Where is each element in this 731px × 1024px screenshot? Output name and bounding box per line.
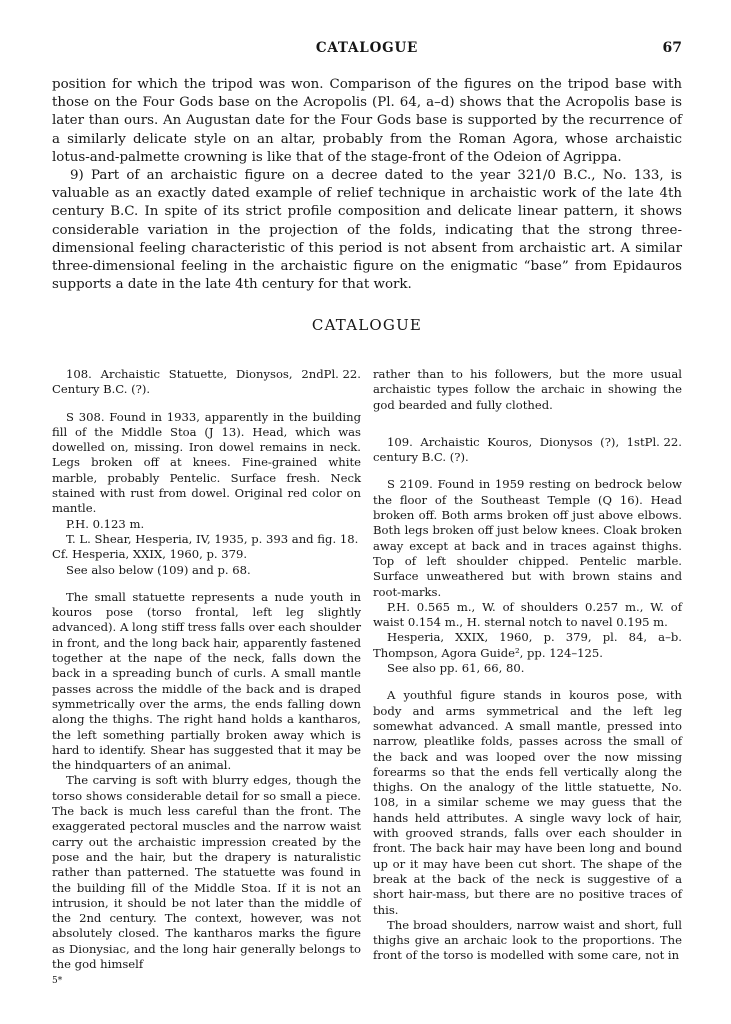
page-number: 67 — [662, 40, 682, 56]
intro-paragraph-2: 9) Part of an archaistic figure on a decree dated to the year 321/0 B.C., No. 133, is valuable as an exactly dated example of relief technique in archaistic work of the late 4th century B.C. In spite of its strict profile composition and delicate linear pattern, it shows considerable variation in the projection of the folds, indicating that the strong three-dimensional feeling characteristic of this period is not absent from archaistic art. A similar three-dimensional feeling in the archaistic figure on the enigmatic “base” from Epidauros supports a date in the late 4th century for that work. — [52, 168, 682, 293]
entry-109-bibliography: Hesperia, XXIX, 1960, p. 379, pl. 84, a–b. Thompson, Agora Guide², pp. 124–125. — [373, 630, 682, 660]
entry-108-paragraph-2: The carving is soft with blurry edges, though the torso shows considerable detail for so small a piece. The back is much less careful than the front. The exaggerated pectoral muscles and the narrow waist carry out the archaistic impression created by the pose and the hair, but the drapery is naturalistic rather than patterned. The statuette was found in the building fill of the Middle Stoa. If it is not an intrusion, it should be not later than the middle of the 2nd century. The context, however, was not absolutely closed. The kantharos marks the figure as Dionysiac, and the long hair generally belongs to the god himself — [52, 773, 361, 971]
intro-text — [52, 76, 682, 294]
page-header — [52, 40, 682, 60]
entry-109-paragraph-2: The broad shoulders, narrow waist and short, full thighs give an archaic look to the proportions. The front of the torso is modelled with some care, not in — [373, 917, 682, 963]
entry-109-paragraph-1: A youthful figure stands in kouros pose, with body and arms symmetrical and the left leg somewhat advanced. A small mantle, pressed into narrow, pleatlike folds, passes across the small of the back and was looped over the now missing forearms so that the ends fell vertically along the thighs. On the analogy of the little statuette, No. 108, in a similar scheme we may guess that the hands held attributes. A single wavy lock of hair, with grooved strands, falls over each shoulder in front. The back hair may have been long and bound up or it may have been cut short. The shape of the break at the back of the neck is suggestive of a short hair-mass, but there are no positive traces of this. — [373, 688, 682, 917]
intro-paragraph-1: position for which the tripod was won. Comparison of the figures on the tripod base with those on the Four Gods base on the Acropolis (Pl. 64, a–d) shows that the Acropolis base is later than ours. An Augustan date for the Four Gods base is supported by the recurrence of a similarly delicate style on an altar, probably from the Roman Agora, whose archaistic lotus-and-palmette crowning is like that of the stage-front of the Odeion of Agrippa. — [52, 77, 682, 165]
entry-108-title: 108. Archaistic Statuette, Dionysos, 2nd Century B.C. (?). — [52, 367, 324, 397]
entry-108-title-block — [52, 367, 361, 398]
entry-109-plate: Pl. 22. — [644, 434, 682, 449]
entry-109-description: S 2109. Found in 1959 resting on bedrock below the floor of the Southeast Temple (Q 16). Head broken off. Both arms broken off just above elbows. Both legs broken off just below knees. Cloak broken away except at back and in traces against thighs. Top of left shoulder chipped. Pentelic marble. Surface unweathered but with brown stains and root-marks. — [373, 477, 682, 599]
entry-108-plate: Pl. 22. — [323, 367, 361, 381]
entry-109-title: 109. Archaistic Kouros, Dionysos (?), 1st century B.C. (?). — [373, 434, 645, 465]
entry-108-bibliography-1: T. L. Shear, Hesperia, IV, 1935, p. 393 and fig. 18. — [66, 531, 359, 546]
right-column — [373, 367, 682, 964]
catalogue-heading: CATALOGUE — [311, 316, 423, 334]
signature-mark: 5* — [52, 976, 63, 986]
entry-108-measurement: P.H. 0.123 m. — [66, 516, 145, 531]
entry-108-bibliography-2: Cf. Hesperia, XXIX, 1960, p. 379. — [52, 547, 248, 562]
entry-108-paragraph-1: The small statuette represents a nude youth in kouros pose (torso frontal, left leg slightly advanced). A long stiff tress falls over each shoulder in front, and the long back hair, apparently fastened together at the nape of the neck, falls down the back in a spreading bunch of curls. A small mantle passes across the middle of the back and is draped symmetrically over the arms, the ends falling down along the thighs. The right hand holds a kantharos, the left something partially broken away which is hard to identify. Shear has suggested that it may be the hindquarters of an animal. — [52, 589, 361, 773]
entry-108-description: S 308. Found in 1933, apparently in the building fill of the Middle Stoa (J 13). Head, which was dowelled on, missing. Iron dowel remains in neck. Legs broken off at knees. Fine-grained white marble, probably Pentelic. Surface fresh. Neck stained with rust from dowel. Original red color on mantle. — [52, 409, 361, 516]
running-title: CATALOGUE — [315, 40, 419, 56]
left-column — [52, 367, 361, 972]
entry-109-see-also: See also pp. 61, 66, 80. — [387, 661, 525, 676]
entry-109-measurement: P.H. 0.565 m., W. of shoulders 0.257 m., W. of waist 0.154 m., H. sternal notch to navel 0.195 m. — [373, 599, 682, 630]
entry-108-see-also: See also below (109) and p. 68. — [66, 562, 251, 577]
entry-108-paragraph-2-continued: rather than to his followers, but the more usual archaistic types follow the archaic in showing the god bearded and fully clothed. — [373, 367, 682, 412]
entry-109-title-block — [373, 435, 682, 466]
